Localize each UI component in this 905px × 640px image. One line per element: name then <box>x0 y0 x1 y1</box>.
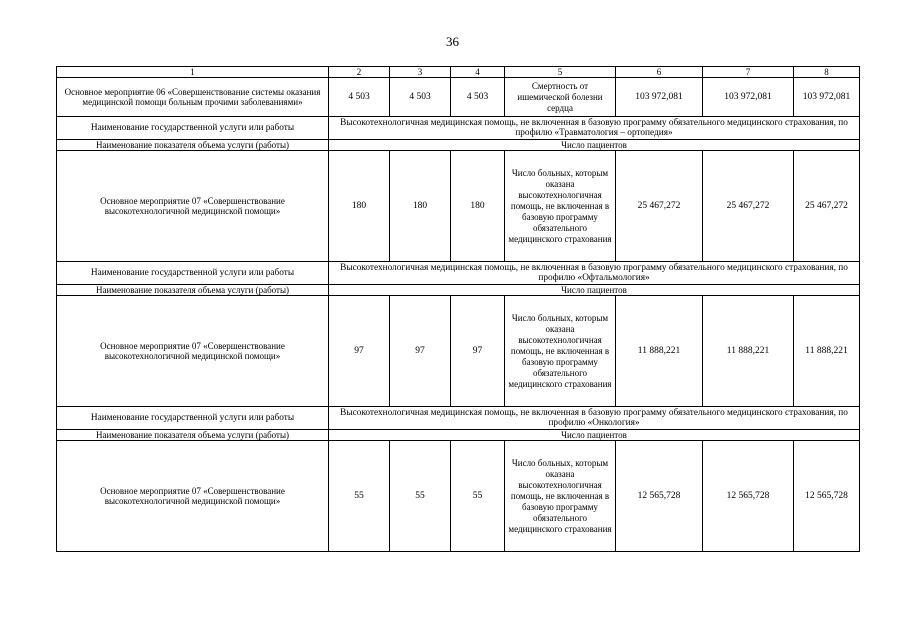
value-cell: 12 565,728 <box>616 441 703 552</box>
service-label: Наименование государственной услуги или работы <box>57 117 329 140</box>
value-cell: 25 467,272 <box>794 151 860 262</box>
value-cell: 180 <box>451 151 505 262</box>
page-number: 36 <box>446 34 459 49</box>
indicator-value: Число пациентов <box>329 430 860 441</box>
indicator-value: Число пациентов <box>329 285 860 296</box>
value-cell: 4 503 <box>390 78 451 117</box>
value-cell: 55 <box>390 441 451 552</box>
value-cell: 180 <box>390 151 451 262</box>
column-header: 2 <box>329 67 390 78</box>
indicator-label: Наименование показателя объема услуги (работы) <box>57 140 329 151</box>
indicator-description: Число больных, которым оказана высокотехнологичная помощь, не включенная в базовую программу обязательного медицинского страхования <box>505 441 616 552</box>
value-cell: 12 565,728 <box>703 441 794 552</box>
value-cell: 11 888,221 <box>794 296 860 407</box>
indicator-label: Наименование показателя объема услуги (работы) <box>57 430 329 441</box>
value-cell: 4 503 <box>329 78 390 117</box>
indicator-label: Наименование показателя объема услуги (работы) <box>57 285 329 296</box>
table-row <box>57 441 860 552</box>
value-cell: 11 888,221 <box>703 296 794 407</box>
column-header: 6 <box>616 67 703 78</box>
table-row <box>57 285 860 296</box>
column-header: 3 <box>390 67 451 78</box>
program-table <box>56 66 860 552</box>
measure-name: Основное мероприятие 07 «Совершенствование высокотехнологичной медицинской помощи» <box>57 296 329 407</box>
indicator-name: Смертность от ишемической болезни сердца <box>505 78 616 117</box>
measure-name: Основное мероприятие 06 «Совершенствование системы оказания медицинской помощи больным прочими заболеваниями» <box>57 78 329 117</box>
value-cell: 55 <box>329 441 390 552</box>
table-header-row <box>57 67 860 78</box>
value-cell: 25 467,272 <box>703 151 794 262</box>
service-label: Наименование государственной услуги или работы <box>57 407 329 430</box>
value-cell: 55 <box>451 441 505 552</box>
value-cell: 103 972,081 <box>703 78 794 117</box>
value-cell: 97 <box>451 296 505 407</box>
indicator-description: Число больных, которым оказана высокотехнологичная помощь, не включенная в базовую программу обязательного медицинского страхования <box>505 296 616 407</box>
indicator-description: Число больных, которым оказана высокотехнологичная помощь, не включенная в базовую программу обязательного медицинского страхования <box>505 151 616 262</box>
table-row <box>57 430 860 441</box>
value-cell: 103 972,081 <box>794 78 860 117</box>
service-value: Высокотехнологичная медицинская помощь, не включенная в базовую программу обязательного медицинского страхования, по профилю «Офтальмология» <box>329 262 860 285</box>
table-row <box>57 262 860 285</box>
value-cell: 180 <box>329 151 390 262</box>
column-header: 7 <box>703 67 794 78</box>
column-header: 1 <box>57 67 329 78</box>
service-label: Наименование государственной услуги или работы <box>57 262 329 285</box>
column-header: 8 <box>794 67 860 78</box>
value-cell: 11 888,221 <box>616 296 703 407</box>
service-value: Высокотехнологичная медицинская помощь, не включенная в базовую программу обязательного медицинского страхования, по профилю «Онкология» <box>329 407 860 430</box>
measure-name: Основное мероприятие 07 «Совершенствование высокотехнологичной медицинской помощи» <box>57 151 329 262</box>
value-cell: 4 503 <box>451 78 505 117</box>
table-row <box>57 117 860 140</box>
column-header: 4 <box>451 67 505 78</box>
table-row <box>57 151 860 262</box>
table-row <box>57 407 860 430</box>
value-cell: 25 467,272 <box>616 151 703 262</box>
indicator-value: Число пациентов <box>329 140 860 151</box>
table-row <box>57 140 860 151</box>
value-cell: 97 <box>390 296 451 407</box>
value-cell: 103 972,081 <box>616 78 703 117</box>
service-value: Высокотехнологичная медицинская помощь, не включенная в базовую программу обязательного медицинского страхования, по профилю «Травматология – ортопедия» <box>329 117 860 140</box>
column-header: 5 <box>505 67 616 78</box>
table-row <box>57 78 860 117</box>
measure-name: Основное мероприятие 07 «Совершенствование высокотехнологичной медицинской помощи» <box>57 441 329 552</box>
table-row <box>57 296 860 407</box>
value-cell: 12 565,728 <box>794 441 860 552</box>
value-cell: 97 <box>329 296 390 407</box>
